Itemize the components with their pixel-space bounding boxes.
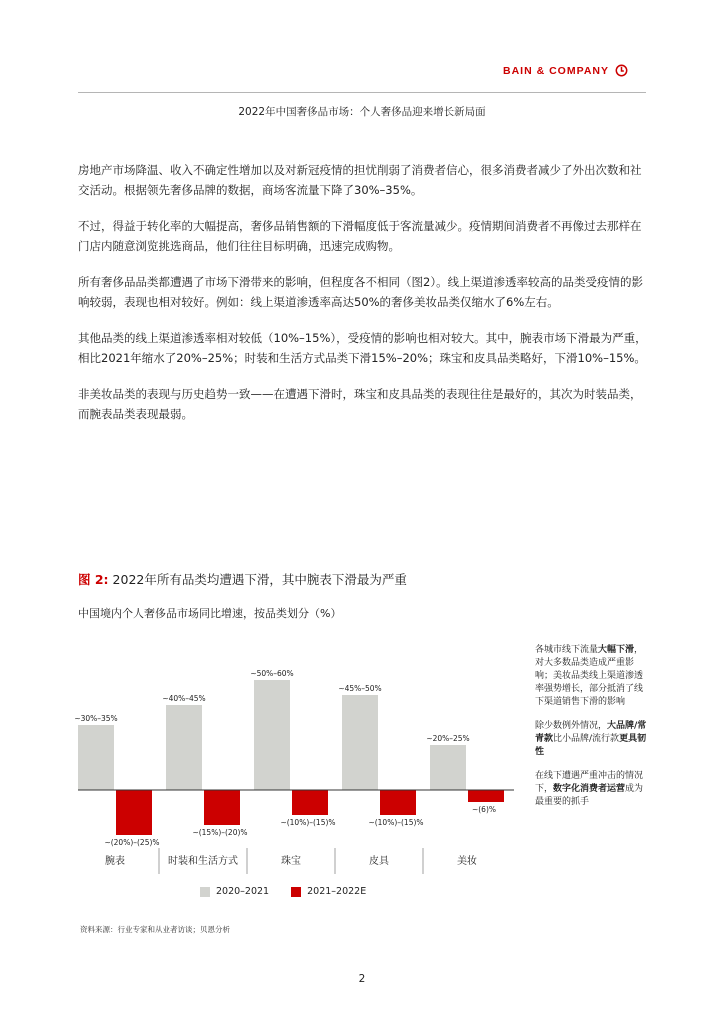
bar-red-2 bbox=[292, 790, 328, 815]
data-label: ~(10%)–(15)% bbox=[368, 818, 424, 827]
figure-subtitle: 中国境内个人奢侈品市场同比增速，按品类划分（%） bbox=[78, 607, 342, 620]
data-label: ~20%–25% bbox=[426, 734, 470, 743]
paragraph: 其他品类的线上渠道渗透率相对较低（10%–15%），受疫情的影响也相对较大。其中，腕表市场下滑最为严重，相比2021年缩水了20%–25%；时装和生活方式品类下滑15%–20%；珠宝和皮具品类略好，下滑10%–15%。 bbox=[78, 331, 647, 365]
bar-red-1 bbox=[204, 790, 240, 825]
bar-red-0 bbox=[116, 790, 152, 835]
data-label: ~(20%)–(25)% bbox=[104, 838, 160, 847]
paragraph: 非美妆品类的表现与历史趋势一致——在遭遇下滑时，珠宝和皮具品类的表现往往是最好的，其次为时装品类，而腕表品类表现最弱。 bbox=[78, 387, 642, 421]
category-label: 皮具 bbox=[369, 856, 389, 867]
data-label: ~50%–60% bbox=[250, 669, 294, 678]
body-text bbox=[78, 160, 648, 440]
category-label: 珠宝 bbox=[281, 856, 301, 867]
legend-swatch-2020-2021 bbox=[200, 887, 210, 897]
bar-gray-0 bbox=[78, 725, 114, 790]
figure-title-text: 2022年所有品类均遭遇下滑，其中腕表下滑最为严重 bbox=[112, 572, 407, 587]
data-label: ~(15%)–(20)% bbox=[192, 828, 248, 837]
page-number: 2 bbox=[358, 973, 366, 985]
bar-gray-4 bbox=[430, 745, 466, 790]
data-label: ~(10%)–(15)% bbox=[280, 818, 336, 827]
bar-gray-3 bbox=[342, 695, 378, 790]
paragraph: 房地产市场降温、收入不确定性增加以及对新冠疫情的担忧削弱了消费者信心，很多消费者减少了外出次数和社交活动。根据领先奢侈品牌的数据，商场客流量下降了30%–35%。 bbox=[78, 163, 642, 197]
brand-header bbox=[503, 64, 628, 77]
source-note: 资料来源：行业专家和从业者访谈；贝恩分析 bbox=[80, 925, 230, 934]
data-label: ~30%–35% bbox=[74, 714, 118, 723]
side-note: 各城市线下流量大幅下滑，对大多数品类造成严重影响；美妆品类线上渠道渗透率强势增长，部分抵消了线下渠道销售下滑的影响 bbox=[535, 645, 644, 707]
legend-label-2020-2021: 2020–2021 bbox=[216, 886, 270, 897]
side-notes bbox=[535, 644, 647, 820]
bar-red-4 bbox=[468, 790, 504, 802]
header-divider bbox=[78, 92, 646, 93]
category-label: 时装和生活方式 bbox=[168, 856, 238, 867]
bar-gray-2 bbox=[254, 680, 290, 790]
figure-label: 图 2: bbox=[78, 572, 109, 587]
side-note: 在线下遭遇严重冲击的情况下，数字化消费者运营成为最重要的抓手 bbox=[535, 771, 644, 807]
document-title: 2022年中国奢侈品市场：个人奢侈品迎来增长新局面 bbox=[238, 106, 486, 118]
figure-title bbox=[78, 570, 407, 588]
legend-label-2021-2022e: 2021–2022E bbox=[307, 886, 367, 897]
paragraph: 不过，得益于转化率的大幅提高，奢侈品销售额的下滑幅度低于客流量减少。疫情期间消费者不再像过去那样在门店内随意浏览挑选商品，他们往往目标明确，迅速完成购物。 bbox=[78, 219, 642, 253]
data-label: ~(6)% bbox=[471, 805, 497, 814]
bar-gray-1 bbox=[166, 705, 202, 790]
chart-legend bbox=[200, 886, 366, 897]
bar-red-3 bbox=[380, 790, 416, 815]
side-note: 除少数例外情况，大品牌/常青款比小品牌/流行款更具韧性 bbox=[535, 721, 647, 757]
category-label: 腕表 bbox=[105, 856, 125, 867]
brand-name: BAIN & COMPANY bbox=[503, 64, 609, 77]
bar-chart bbox=[60, 640, 530, 875]
category-label: 美妆 bbox=[457, 856, 477, 867]
paragraph: 所有奢侈品品类都遭遇了市场下滑带来的影响，但程度各不相同（图2）。线上渠道渗透率较高的品类受疫情的影响较弱，表现也相对较好。例如：线上渠道渗透率高达50%的奢侈美妆品类仅缩水了6%左右。 bbox=[78, 275, 644, 309]
data-label: ~40%–45% bbox=[162, 694, 206, 703]
legend-swatch-2021-2022e bbox=[291, 887, 301, 897]
data-label: ~45%–50% bbox=[338, 684, 382, 693]
bain-logo-icon bbox=[615, 64, 628, 77]
